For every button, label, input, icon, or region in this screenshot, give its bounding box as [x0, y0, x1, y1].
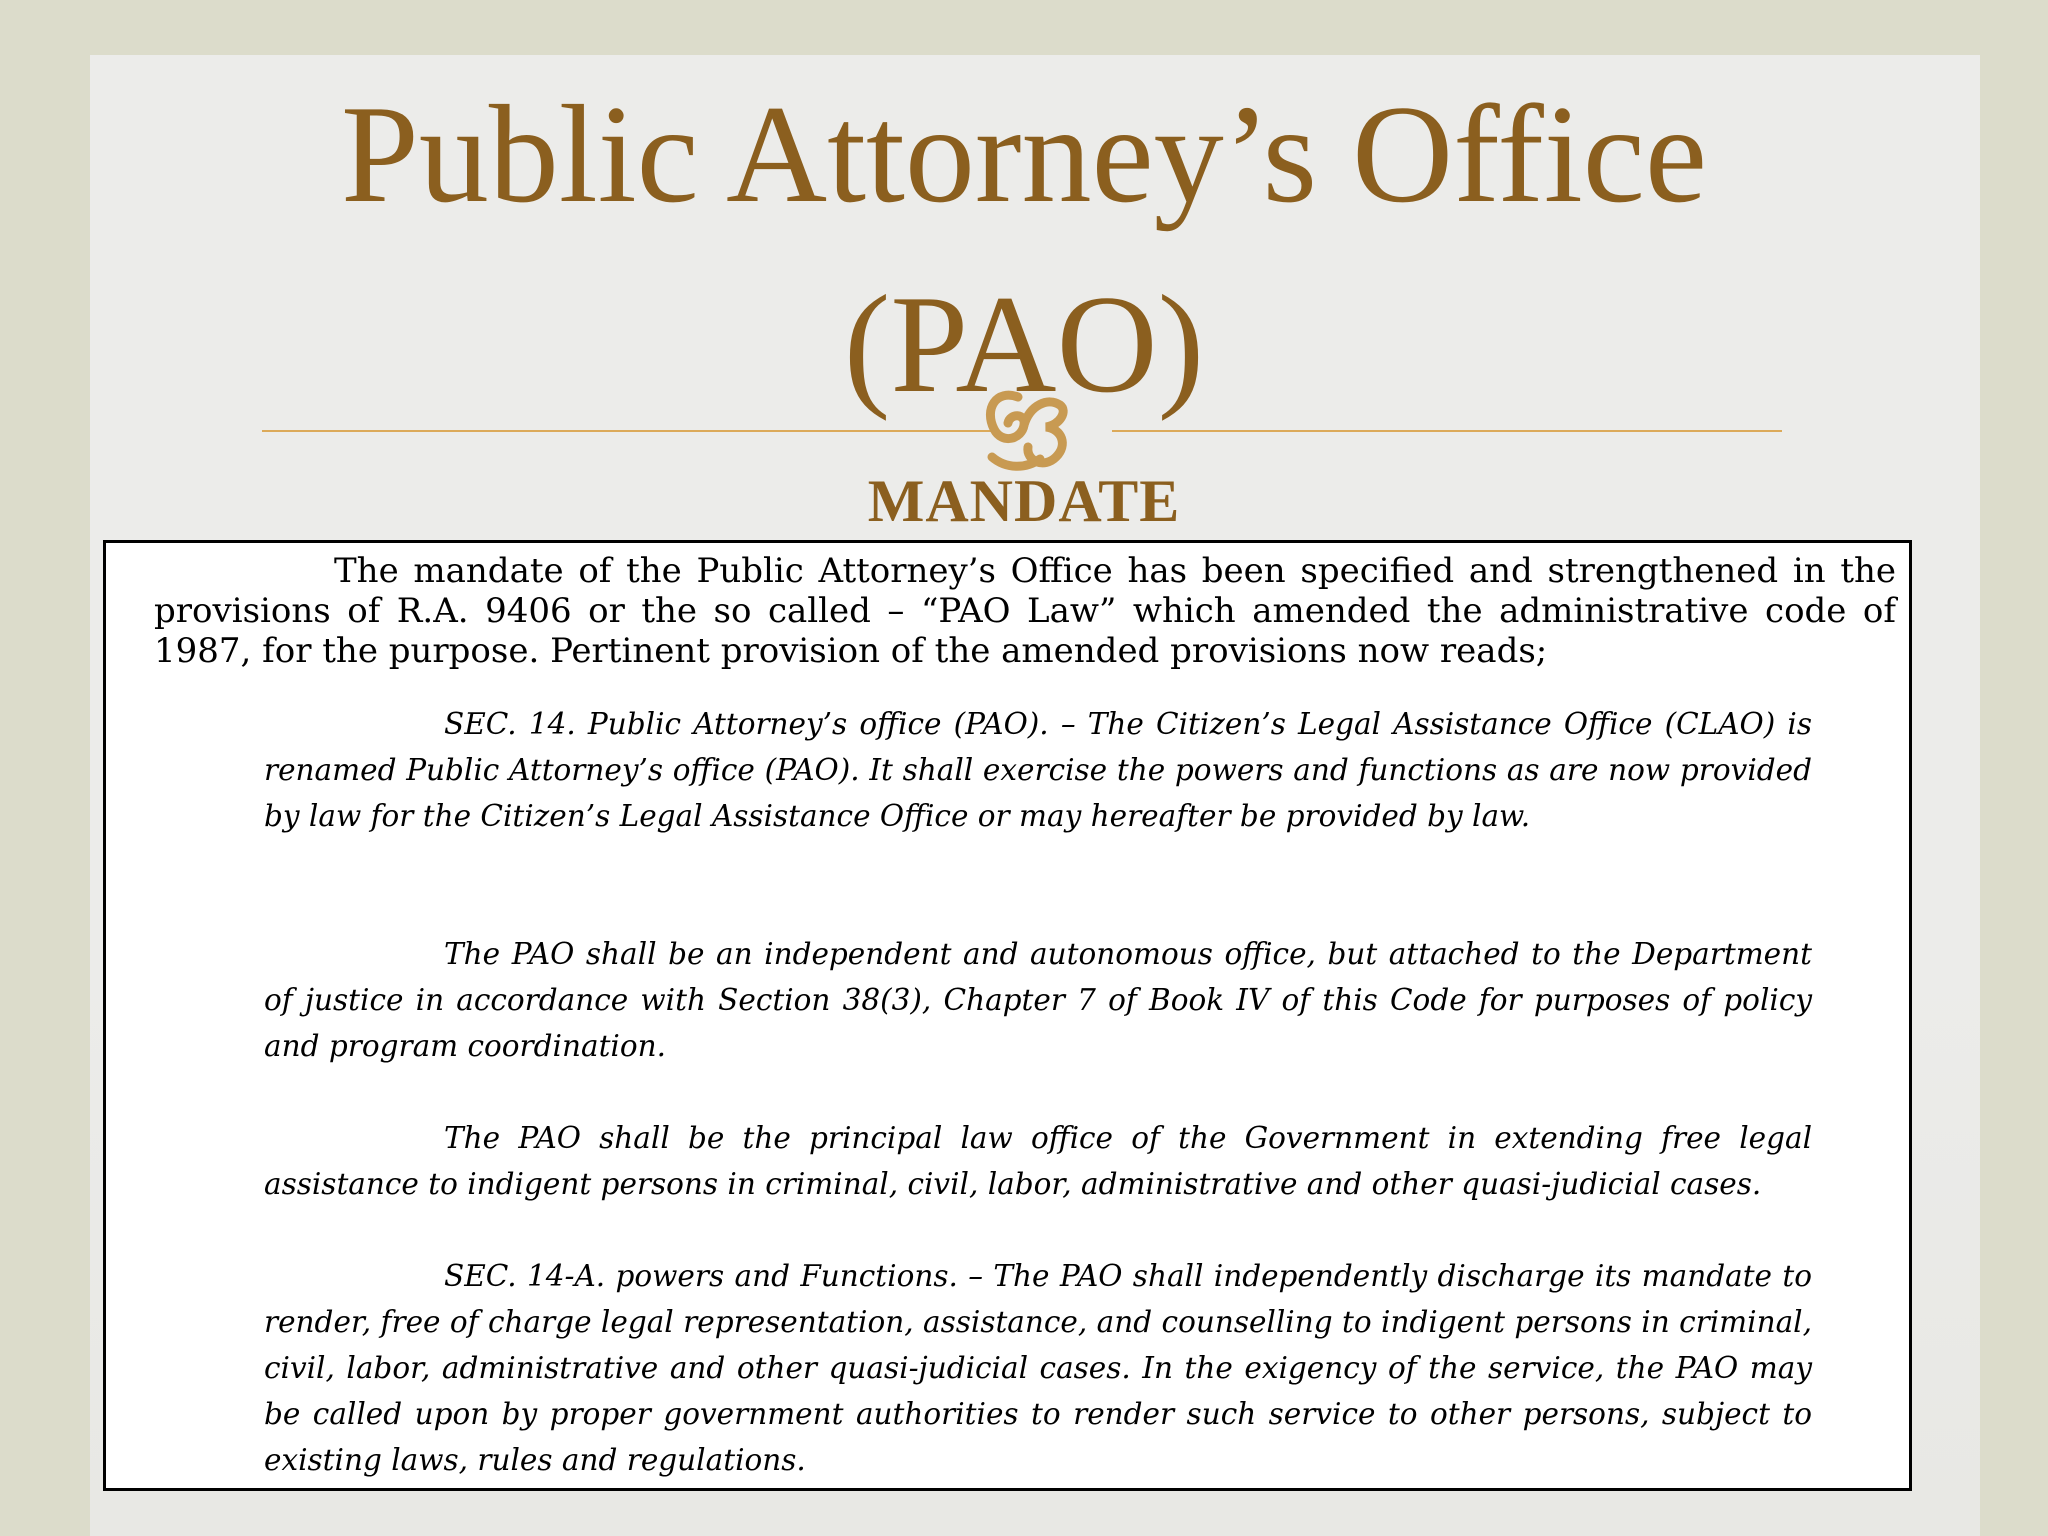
section-heading: MANDATE: [867, 468, 1181, 534]
intro-paragraph: The mandate of the Public Attorney’s Office has been specified and strengthened in the provisions of R.A. 9406 or the so called – “PAO Law” which amended the administrative code of 1987, for the purpose. Pertinent provision of the amended provisions now reads;: [154, 551, 1896, 671]
decorative-flourish-icon: [978, 375, 1070, 475]
provision-independence: The PAO shall be an independent and autonomous office, but attached to the Department of justice in accordance with Section 38(3), Chapter 7 of Book IV of this Code for purposes of policy and program coordination.: [264, 937, 1812, 1063]
divider-right: [1112, 430, 1782, 432]
content-box: [103, 540, 1912, 1491]
provision-sec-14: SEC. 14. Public Attorney’s office (PAO). – The Citizen’s Legal Assistance Office (CLAO) is renamed Public Attorney’s office (PAO). It shall exercise the powers and functions as are now provided by law for the Citizen’s Legal Assistance Office or may hereafter be provided by law.: [264, 707, 1812, 833]
provision-sec-14a: SEC. 14-A. powers and Functions. – The PAO shall independently discharge its mandate to render, free of charge legal representation, assistance, and counselling to indigent persons in criminal, civil, labor, administrative and other quasi-judicial cases. In the exigency of the service, the PAO may be called upon by proper government authorities to render such service to other persons, subject to existing laws, rules and regulations.: [264, 1259, 1812, 1477]
divider-left: [262, 430, 992, 432]
slide-title: Public Attorney’s Office: [340, 77, 1708, 232]
provision-principal-law-office: The PAO shall be the principal law office of the Government in extending free legal assistance to indigent persons in criminal, civil, labor, administrative and other quasi-judicial cases.: [264, 1121, 1812, 1201]
slide-title-abbreviation: (PAO): [843, 267, 1205, 422]
